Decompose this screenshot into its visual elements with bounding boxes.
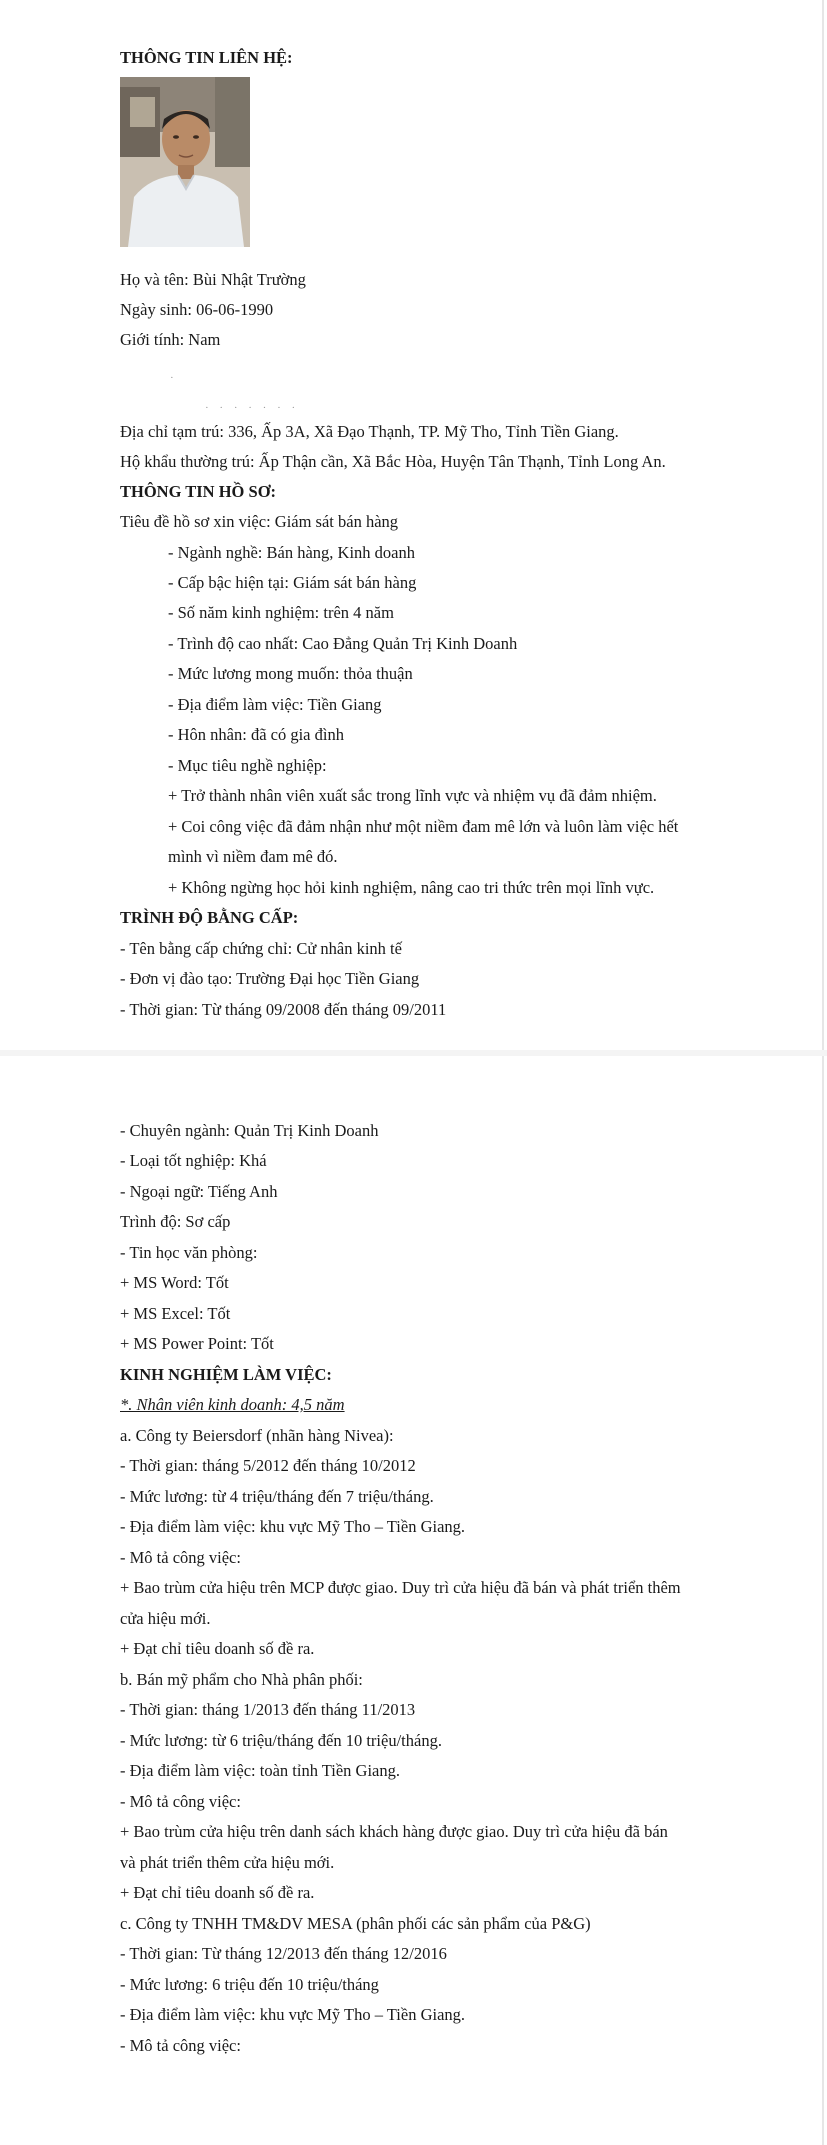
experience-item: - Mô tả công việc: — [120, 2036, 241, 2055]
education-item: - Ngoại ngữ: Tiếng Anh — [120, 1182, 278, 1201]
address-line: Địa chỉ tạm trú: 336, Ấp 3A, Xã Đạo Thạnh, TP. Mỹ Tho, Tỉnh Tiền Giang. — [120, 422, 619, 441]
profile-item: mình vì niềm đam mê đó. — [168, 847, 338, 866]
profile-item: + Không ngừng học hỏi kinh nghiệm, nâng cao tri thức trên mọi lĩnh vực. — [168, 878, 655, 897]
experience-item: - Thời gian: tháng 1/2013 đến tháng 11/2013 — [120, 1700, 416, 1719]
profile-item: - Hôn nhân: đã có gia đình — [168, 725, 344, 744]
experience-item: - Mô tả công việc: — [120, 1548, 241, 1567]
profile-item: - Mức lương mong muốn: thỏa thuận — [168, 664, 413, 683]
education-heading: TRÌNH ĐỘ BẰNG CẤP: — [120, 908, 299, 927]
profile-item: - Cấp bậc hiện tại: Giám sát bán hàng — [168, 573, 417, 592]
dob-line: Ngày sinh: 06-06-1990 — [120, 300, 274, 319]
profile-photo — [120, 77, 250, 247]
profile-item: - Số năm kinh nghiệm: trên 4 năm — [168, 603, 394, 622]
profile-item: - Trình độ cao nhất: Cao Đẳng Quản Trị Kinh Doanh — [168, 634, 518, 653]
education-item: Trình độ: Sơ cấp — [120, 1212, 231, 1231]
profile-item: - Ngành nghề: Bán hàng, Kinh doanh — [168, 543, 415, 562]
experience-item: - Mức lương: từ 4 triệu/tháng đến 7 triệu/tháng. — [120, 1487, 434, 1506]
faint-scan-artifact: · — [170, 372, 178, 384]
page-edge — [822, 0, 824, 2145]
experience-item: - Mức lương: 6 triệu đến 10 triệu/tháng — [120, 1975, 379, 1994]
experience-item: - Mô tả công việc: — [120, 1792, 241, 1811]
experience-item: b. Bán mỹ phẩm cho Nhà phân phối: — [120, 1670, 363, 1689]
education-item: - Loại tốt nghiệp: Khá — [120, 1151, 267, 1170]
experience-item: - Địa điểm làm việc: khu vực Mỹ Tho – Tiền Giang. — [120, 2005, 466, 2024]
experience-item: + Bao trùm cửa hiệu trên MCP được giao. Duy trì cửa hiệu đã bán và phát triển thêm — [120, 1578, 681, 1597]
education-item: - Thời gian: Từ tháng 09/2008 đến tháng 09/2011 — [120, 1000, 447, 1019]
experience-item: c. Công ty TNHH TM&DV MESA (phân phối các sản phẩm của P&G) — [120, 1914, 591, 1933]
education-item: - Chuyên ngành: Quản Trị Kinh Doanh — [120, 1121, 379, 1140]
profile-item: + Coi công việc đã đảm nhận như một niềm đam mê lớn và luôn làm việc hết — [168, 817, 679, 836]
experience-item: a. Công ty Beiersdorf (nhãn hàng Nivea): — [120, 1426, 394, 1445]
experience-item: + Đạt chỉ tiêu doanh số đề ra. — [120, 1883, 315, 1902]
profile-title-line: Tiêu đề hồ sơ xin việc: Giám sát bán hàng — [120, 512, 399, 531]
experience-item: - Mức lương: từ 6 triệu/tháng đến 10 triệu/tháng. — [120, 1731, 442, 1750]
education-item: + MS Power Point: Tốt — [120, 1334, 274, 1353]
profile-photo-image — [120, 77, 250, 247]
education-item: + MS Excel: Tốt — [120, 1304, 231, 1323]
experience-heading: KINH NGHIỆM LÀM VIỆC: — [120, 1365, 332, 1384]
experience-item: + Bao trùm cửa hiệu trên danh sách khách hàng được giao. Duy trì cửa hiệu đã bán — [120, 1822, 668, 1841]
experience-item: + Đạt chỉ tiêu doanh số đề ra. — [120, 1639, 315, 1658]
experience-item: cửa hiệu mới. — [120, 1609, 211, 1628]
profile-item: - Địa điểm làm việc: Tiền Giang — [168, 695, 382, 714]
education-item: + MS Word: Tốt — [120, 1273, 229, 1292]
page-break — [0, 1050, 827, 1056]
contact-heading: THÔNG TIN LIÊN HỆ: — [120, 48, 293, 67]
profile-item: - Mục tiêu nghề nghiệp: — [168, 756, 327, 775]
education-item: - Đơn vị đào tạo: Trường Đại học Tiền Giang — [120, 969, 420, 988]
faint-scan-artifact: · · · · · · · — [205, 402, 300, 414]
experience-item: - Địa điểm làm việc: khu vực Mỹ Tho – Tiền Giang. — [120, 1517, 466, 1536]
household-line: Hộ khẩu thường trú: Ấp Thận cần, Xã Bắc Hòa, Huyện Tân Thạnh, Tỉnh Long An. — [120, 452, 666, 471]
name-line: Họ và tên: Bùi Nhật Trường — [120, 270, 306, 289]
experience-subheading: *. Nhân viên kinh doanh: 4,5 năm — [120, 1395, 345, 1414]
education-item: - Tin học văn phòng: — [120, 1243, 258, 1262]
profile-heading: THÔNG TIN HỒ SƠ: — [120, 482, 277, 501]
experience-item: và phát triển thêm cửa hiệu mới. — [120, 1853, 335, 1872]
profile-item: + Trở thành nhân viên xuất sắc trong lĩnh vực và nhiệm vụ đã đảm nhiệm. — [168, 786, 657, 805]
gender-line: Giới tính: Nam — [120, 330, 221, 349]
experience-item: - Địa điểm làm việc: toàn tỉnh Tiền Giang. — [120, 1761, 401, 1780]
experience-item: - Thời gian: tháng 5/2012 đến tháng 10/2012 — [120, 1456, 416, 1475]
experience-item: - Thời gian: Từ tháng 12/2013 đến tháng 12/2016 — [120, 1944, 447, 1963]
education-item: - Tên bằng cấp chứng chỉ: Cử nhân kinh tế — [120, 939, 402, 958]
